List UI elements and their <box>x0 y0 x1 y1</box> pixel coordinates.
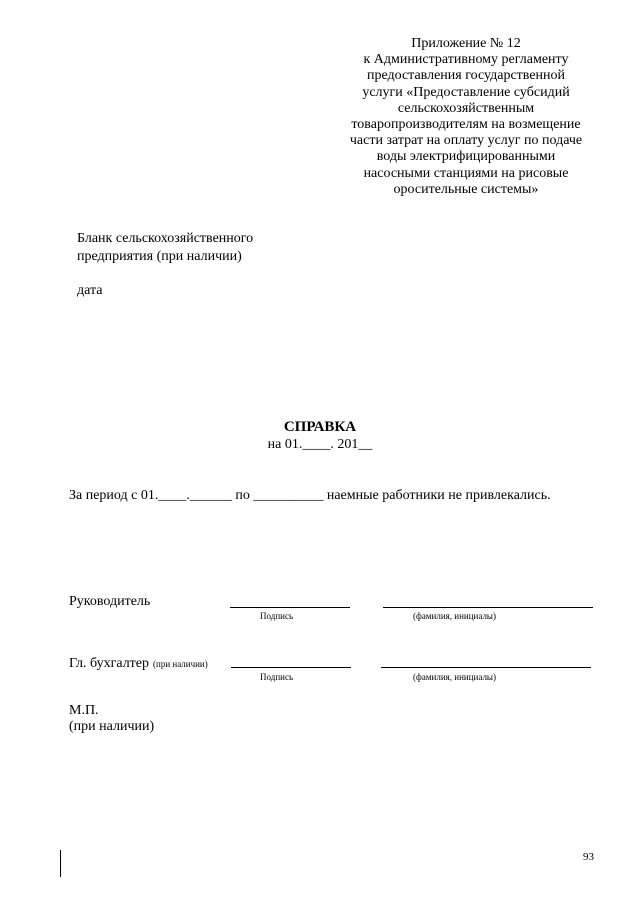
accountant-label: Гл. бухгалтер <box>69 656 150 671</box>
accountant-signature-line <box>231 667 351 668</box>
head-signature-line <box>230 607 350 608</box>
margin-bar <box>60 850 61 877</box>
appendix-line: части затрат на оплату услуг по подаче <box>349 133 583 149</box>
stamp-label: М.П. <box>69 703 99 718</box>
appendix-line: услуги «Предоставление субсидий <box>362 84 570 100</box>
letterhead-line-1: Бланк сельскохозяйственного <box>77 231 254 246</box>
head-name-caption: (фамилия, инициалы) <box>413 611 496 621</box>
page-number: 93 <box>583 851 594 863</box>
appendix-line: воды электрифицированными <box>376 149 556 165</box>
head-label: Руководитель <box>69 594 151 609</box>
appendix-line: сельскохозяйственным <box>397 100 535 116</box>
period-statement: За период с 01.____.______ по __________ наемные работники не привлекались. <box>69 488 551 503</box>
appendix-header <box>336 36 596 198</box>
document-subtitle: на 01.____. 201__ <box>267 437 373 452</box>
accountant-name-line <box>381 667 591 668</box>
letterhead-line-2: предприятия (при наличии) <box>77 249 242 264</box>
accountant-note: (при наличии) <box>153 659 208 669</box>
head-signature-caption: Подпись <box>260 611 294 621</box>
letterhead-placeholder <box>77 230 253 266</box>
date-label: дата <box>77 283 103 298</box>
stamp-note: (при наличии) <box>69 719 155 734</box>
accountant-label-group <box>69 654 208 672</box>
appendix-line: оросительные системы» <box>393 181 539 197</box>
head-name-line <box>383 607 593 608</box>
appendix-line: насосными станциями на рисовые <box>363 165 569 181</box>
appendix-line: предоставления государственной <box>366 68 566 84</box>
appendix-line: товаропроизводителям на возмещение <box>351 117 581 133</box>
appendix-line: Приложение № 12 <box>411 36 521 51</box>
appendix-line: к Административному регламенту <box>363 52 569 68</box>
document-title: СПРАВКА <box>283 419 357 435</box>
accountant-name-caption: (фамилия, инициалы) <box>413 672 496 682</box>
accountant-signature-caption: Подпись <box>260 672 294 682</box>
